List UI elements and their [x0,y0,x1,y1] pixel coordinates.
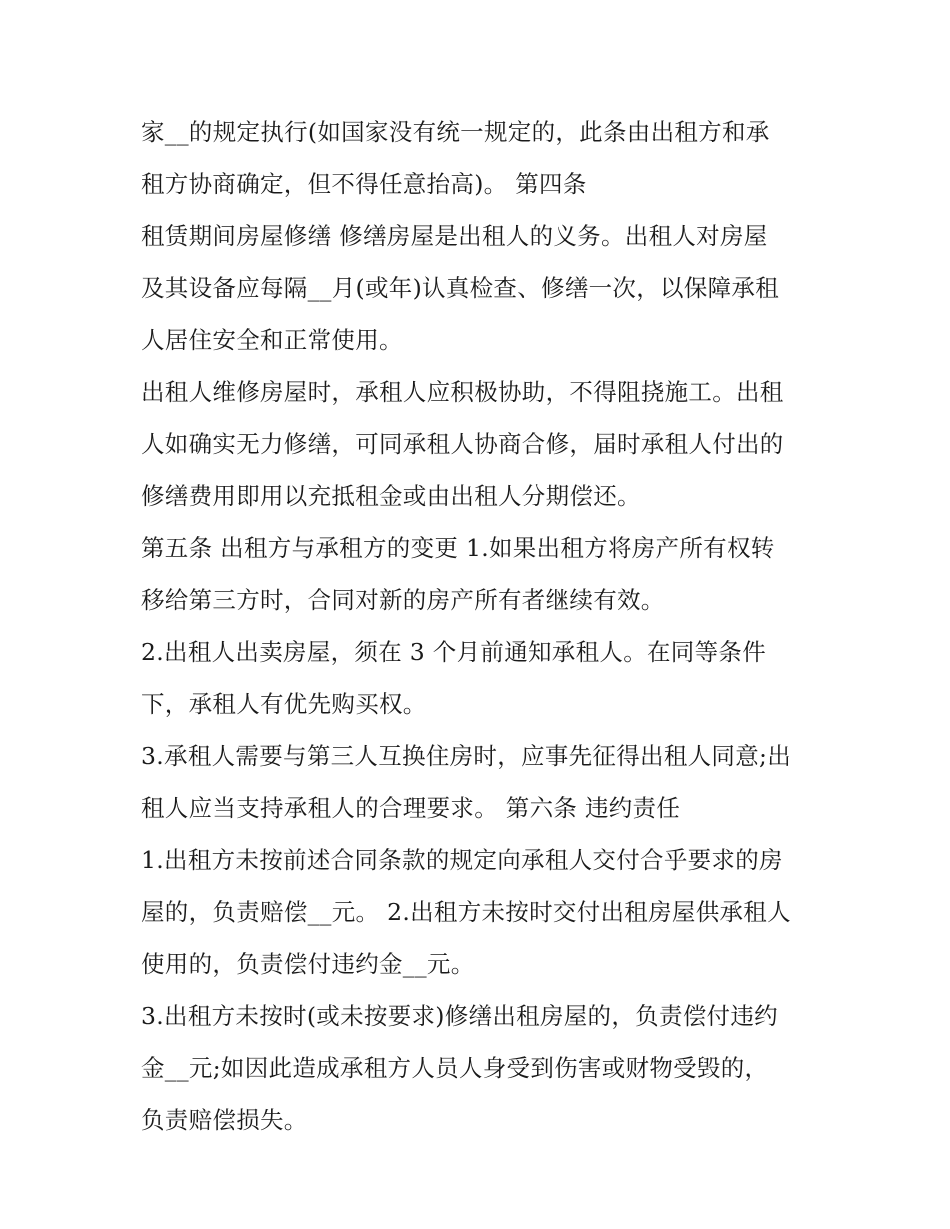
text-line: 屋的，负责赔偿__元。 2.出租方未按时交付出租房屋供承租人 [141,898,791,926]
text-line: 家__的规定执行(如国家没有统一规定的，此条由出租方和承 [141,118,770,146]
text-line: 金__元;如因此造成承租方人员人身受到伤害或财物受毁的， [141,1054,769,1082]
text-line: 人居住安全和正常使用。 [141,326,403,354]
text-line: 3.出租方未按时(或未按要求)修缮出租房屋的，负责偿付违约 [141,1002,778,1030]
document-body [141,106,821,1146]
text-line: 下，承租人有优先购买权。 [141,690,427,718]
text-line: 2.出租人出卖房屋，须在 3 个月前通知承租人。在同等条件 [141,638,767,666]
text-line: 人如确实无力修缮，可同承租人协商合修，届时承租人付出的 [141,430,784,458]
text-line: 1.出租方未按前述合同条款的规定向承租人交付合乎要求的房 [141,846,783,874]
text-line: 第五条 出租方与承租方的变更 1.如果出租方将房产所有权转 [141,534,775,562]
text-line: 移给第三方时，合同对新的房产所有者继续有效。 [141,586,665,614]
text-line: 及其设备应每隔__月(或年)认真检查、修缮一次，以保障承租 [141,274,780,302]
text-line: 修缮费用即用以充抵租金或由出租人分期偿还。 [141,482,641,510]
text-line: 租人应当支持承租人的合理要求。 第六条 违约责任 [141,794,681,822]
text-line: 负责赔偿损失。 [141,1106,308,1134]
text-line: 出租人维修房屋时，承租人应积极协助，不得阻挠施工。出租 [141,378,784,406]
text-line: 3.承租人需要与第三人互换住房时，应事先征得出租人同意;出 [141,742,792,770]
text-line: 租方协商确定，但不得任意抬高)。 第四条 [141,170,587,198]
text-line: 使用的，负责偿付违约金__元。 [141,950,475,978]
text-line: 租赁期间房屋修缮 修缮房屋是出租人的义务。出租人对房屋 [141,222,768,250]
